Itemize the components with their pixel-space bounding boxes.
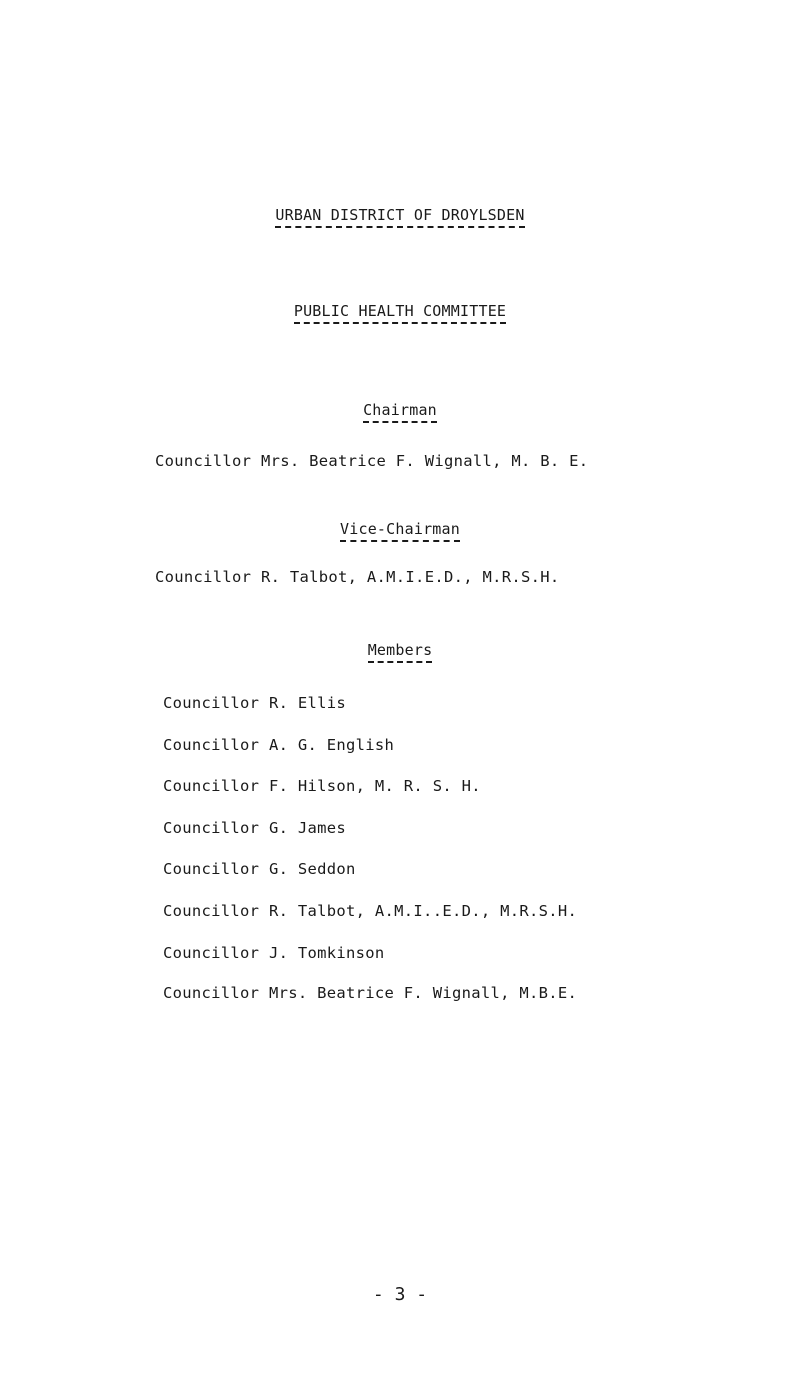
members-label: Members [368, 641, 433, 663]
chairman-label: Chairman [363, 401, 437, 423]
list-item: Councillor A. G. English [163, 736, 395, 754]
members-label-row [0, 641, 800, 663]
list-item: Councillor G. Seddon [163, 860, 356, 878]
vice-chairman-label-row [0, 520, 800, 542]
list-item: Councillor R. Talbot, A.M.I..E.D., M.R.S.H. [163, 902, 578, 920]
vice-chairman-label: Vice-Chairman [340, 520, 460, 542]
vice-chairman-name: Councillor R. Talbot, A.M.I.E.D., M.R.S.H. [155, 568, 560, 586]
list-item: Councillor R. Ellis [163, 694, 347, 712]
district-heading-row [0, 206, 800, 228]
district-heading: URBAN DISTRICT OF DROYLSDEN [275, 206, 524, 228]
chairman-label-row [0, 401, 800, 423]
list-item: Councillor J. Tomkinson [163, 944, 385, 962]
committee-heading-row [0, 302, 800, 324]
chairman-name: Councillor Mrs. Beatrice F. Wignall, M. B. E. [155, 452, 589, 470]
page-number: - 3 - [372, 1284, 428, 1305]
list-item: Councillor F. Hilson, M. R. S. H. [163, 777, 481, 795]
list-item: Councillor G. James [163, 819, 347, 837]
list-item: Councillor Mrs. Beatrice F. Wignall, M.B.E. [163, 984, 578, 1002]
committee-heading: PUBLIC HEALTH COMMITTEE [294, 302, 506, 324]
